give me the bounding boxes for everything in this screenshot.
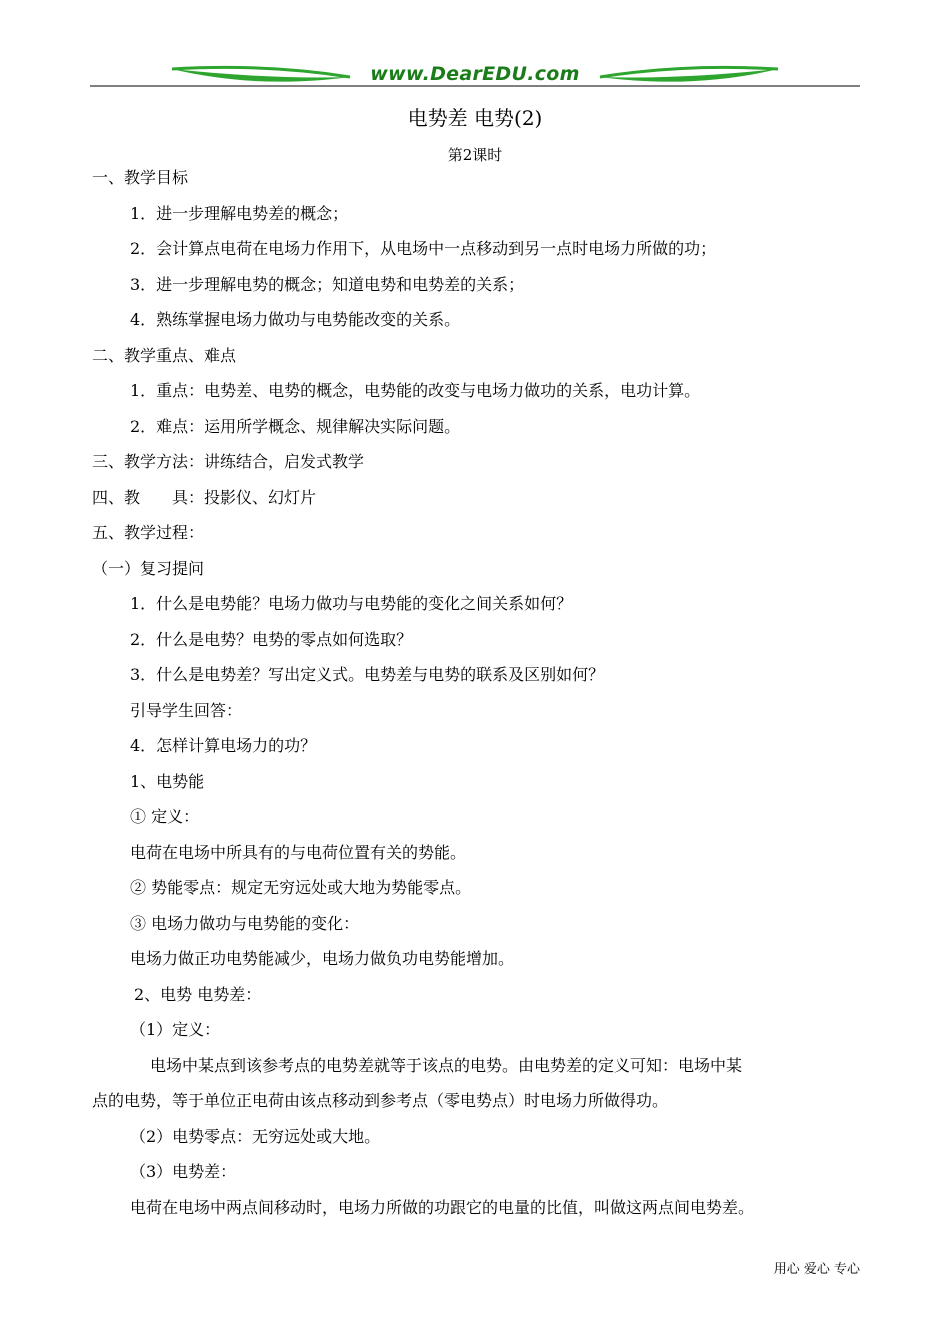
page-title: 电势差 电势(2)	[407, 106, 543, 130]
text-line: 1．什么是电势能？电场力做功与电势能的变化之间关系如何？	[130, 594, 573, 613]
text-line: 1、电势能	[130, 772, 205, 791]
text-line: （2）电势零点：无穷远处或大地。	[130, 1127, 381, 1146]
text-line: ② 势能零点：规定无穷远处或大地为势能零点。	[130, 878, 472, 897]
section-heading: 三、教学方法：讲练结合，启发式教学	[92, 452, 365, 471]
text-line: 2、电势 电势差：	[134, 985, 262, 1004]
text-line: 3．什么是电势差？写出定义式。电势差与电势的联系及区别如何？	[130, 665, 605, 684]
text-line: 4．怎样计算电场力的功？	[130, 736, 317, 755]
text-line: 电荷在电场中所具有的与电荷位置有关的势能。	[130, 843, 467, 862]
text-line: 引导学生回答：	[130, 701, 243, 720]
text-line: 2．什么是电势？电势的零点如何选取？	[130, 630, 413, 649]
text-line: ① 定义：	[130, 807, 200, 826]
section-heading: 二、教学重点、难点	[92, 346, 237, 365]
site-name: www.DearEDU.com	[370, 63, 580, 85]
section-heading: 一、教学目标	[92, 168, 189, 187]
page-header	[0, 55, 950, 95]
text-line: （3）电势差：	[130, 1162, 237, 1181]
text-line: 2．难点：运用所学概念、规律解决实际问题。	[130, 417, 461, 436]
text-line: 电场力做正功电势能减少，电场力做负功电势能增加。	[130, 949, 515, 968]
text-line: 点的电势，等于单位正电荷由该点移动到参考点（零电势点）时电场力所做得功。	[92, 1091, 669, 1110]
text-line: 1．重点：电势差、电势的概念，电势能的改变与电场力做功的关系，电功计算。	[130, 381, 701, 400]
page-subtitle: 第2课时	[447, 146, 503, 164]
text-line: 电荷在电场中两点间移动时，电场力所做的功跟它的电量的比值，叫做这两点间电势差。	[130, 1198, 755, 1217]
section-heading: 五、教学过程：	[92, 523, 205, 542]
section-heading: 四、教 具：投影仪、幻灯片	[92, 488, 317, 507]
page-footer: 用心 爱心 专心	[773, 1262, 860, 1277]
subsection-heading: （一）复习提问	[92, 559, 205, 578]
text-line: ③ 电场力做功与电势能的变化：	[130, 914, 360, 933]
text-line: 1．进一步理解电势差的概念；	[130, 204, 349, 223]
text-line: （1）定义：	[130, 1020, 221, 1039]
text-line: 2．会计算点电荷在电场力作用下，从电场中一点移动到另一点时电场力所做的功；	[130, 239, 717, 258]
text-line: 4．熟练掌握电场力做功与电势能改变的关系。	[130, 310, 461, 329]
text-line: 电场中某点到该参考点的电势差就等于该点的电势。由电势差的定义可知：电场中某	[150, 1056, 743, 1075]
text-line: 3．进一步理解电势的概念；知道电势和电势差的关系；	[130, 275, 525, 294]
